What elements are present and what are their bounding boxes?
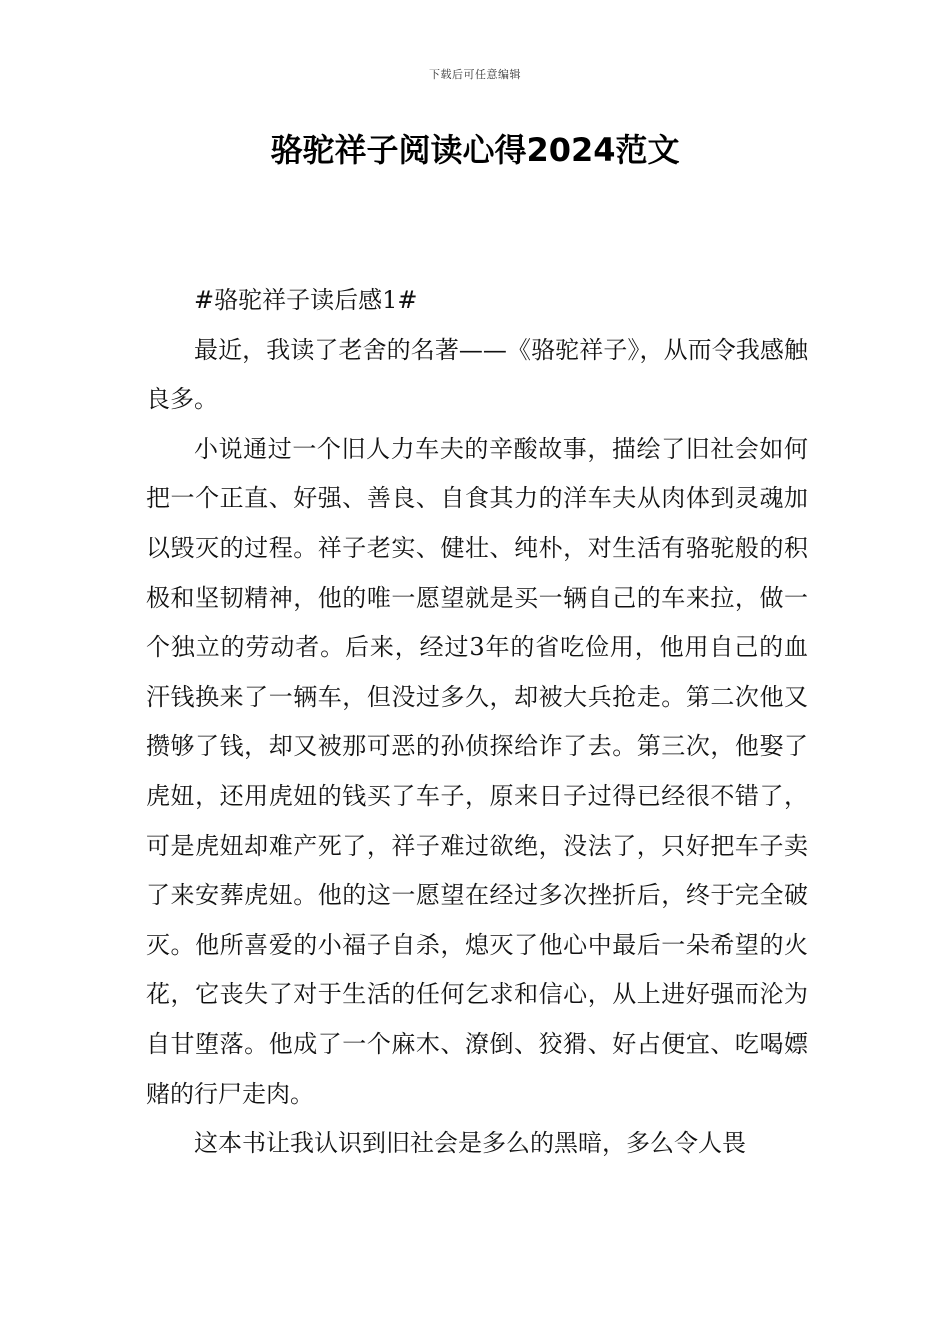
document-body <box>146 276 808 1169</box>
header-note: 下载后可任意编辑 <box>429 68 521 81</box>
section-heading: #骆驼祥子读后感1# <box>194 286 418 314</box>
paragraph: 最近，我读了老舍的名著——《骆驼祥子》，从而令我感触良多。 <box>146 335 808 414</box>
paragraph: 这本书让我认识到旧社会是多么的黑暗，多么令人畏 <box>194 1129 746 1158</box>
paragraph: 小说通过一个旧人力车夫的辛酸故事，描绘了旧社会如何把一个正直、好强、善良、自食其力的洋车夫从肉体到灵魂加以毁灭的过程。祥子老实、健壮、纯朴，对生活有骆驼般的积极和坚韧精神，他的唯一愿望就是买一辆自己的车来拉，做一个独立的劳动者。后来，经过3年的省吃俭用，他用自己的血汗钱换来了一辆车，但没过多久，却被大兵抢走。第二次他又攒够了钱，却又被那可恶的孙侦探给诈了去。第三次，他娶了虎妞，还用虎妞的钱买了车子，原来日子过得已经很不错了，可是虎妞却难产死了，祥子难过欲绝，没法了，只好把车子卖了来安葬虎妞。他的这一愿望在经过多次挫折后，终于完全破灭。他所喜爱的小福子自杀，熄灭了他心中最后一朵希望的火花，它丧失了对于生活的任何乞求和信心，从上进好强而沦为自甘堕落。他成了一个麻木、潦倒、狡猾、好占便宜、吃喝嫖赌的行尸走肉。 <box>146 434 808 1108</box>
document-title: 骆驼祥子阅读心得2024范文 <box>270 131 680 169</box>
